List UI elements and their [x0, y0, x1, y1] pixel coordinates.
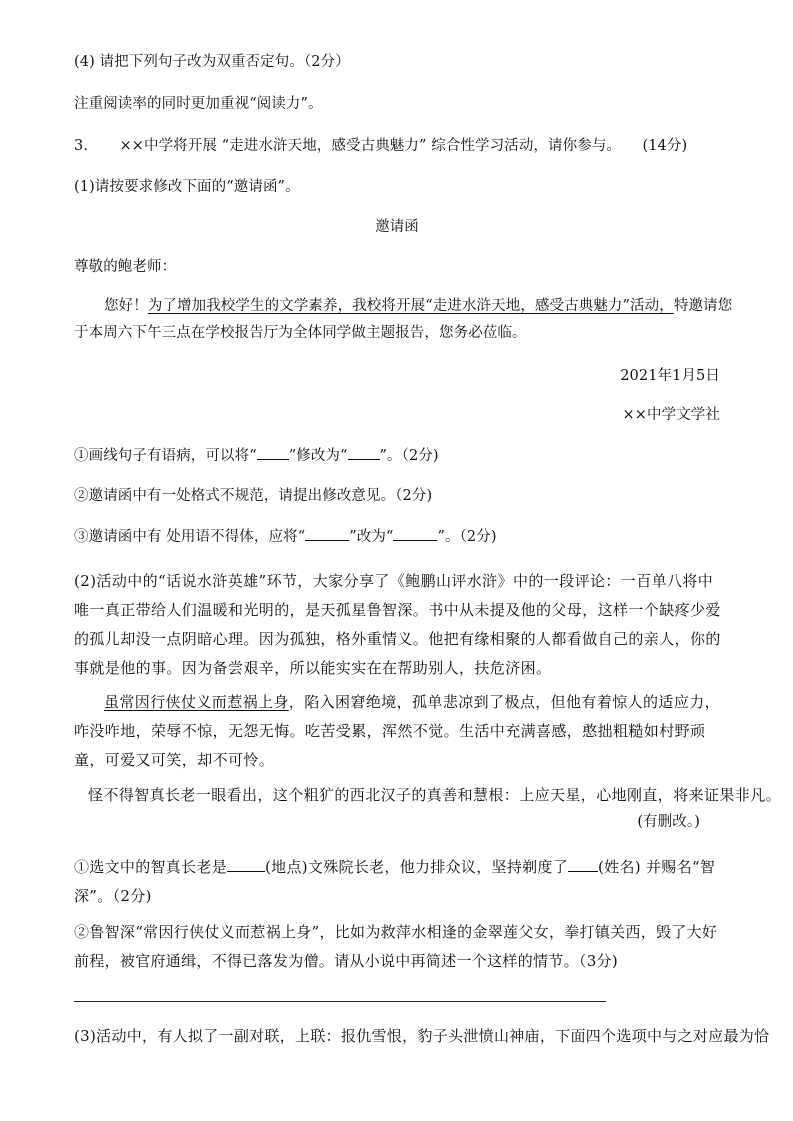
letter-title: 邀请函: [375, 219, 419, 235]
letter-body-start: 您好！: [104, 298, 148, 314]
answer-blank[interactable]: [348, 447, 380, 460]
part3-prompt: (3)活动中，有人拟了一副对联，上联：报仇雪恨，豹子头泄愤山神庙，下面四个选项中与之对应最为恰: [74, 1027, 770, 1045]
q2-4-prompt: (4) 请把下列句子改为双重否定句。（2分）: [74, 54, 350, 70]
letter-underlined-sentence: 为了增加我校学生的文学素养，我校将开展“走进水浒天地，感受古典魅力”活动，: [147, 298, 674, 314]
letter-body-line2: 于本周六下午三点在学校报告厅为全体同学做主题报告，您务必莅临。: [74, 325, 527, 341]
part2-q1: ①选文中的智真长老是 (地点)文殊院长老，他力排众议，坚持剃度了 (姓名) 并赐名“智深”。（2分): [74, 858, 716, 905]
part1-q1: ①画线句子有语病，可以将“ ”修改为“ ”。（2分): [74, 448, 439, 464]
q3-part1-prompt: (1)请按要求修改下面的“邀请函”。: [74, 179, 300, 195]
part2-para1: (2)活动中的“话说水浒英雄”环节，大家分享了《鲍鹏山评水浒》中的一段评论：一百单八将中唯一真正带给人们温暖和光明的，是天孤星鲁智深。书中从未提及他的父母，这样一个缺疼少爱的孤儿却没一点阴暗心理。因为孤独，格外重情义。他把有缘相聚的人都看做自己的亲人，你的事就是他的事。因为备尝艰辛，所以能实实在在帮助别人，扶危济困。: [74, 572, 721, 677]
part1-q2: ②邀请函中有一处格式不规范，请提出修改意见。（2分): [74, 488, 433, 504]
answer-blank[interactable]: [568, 859, 598, 872]
letter-date: 2021年1月5日: [620, 368, 720, 384]
letter-greeting: 尊敬的鲍老师：: [74, 259, 177, 275]
q2-4-sentence: 注重阅读率的同时更加重视“阅读力”。: [74, 96, 323, 112]
answer-blank[interactable]: [393, 528, 437, 541]
answer-blank[interactable]: [305, 528, 349, 541]
part2-q2: ②鲁智深“常因行侠仗义而惹祸上身”，比如为救萍水相逢的金翠莲父女，拳打镇关西，毁了大好前程，被官府通缉，不得已落发为僧。请从小说中再简述一个这样的情节。（3分): [74, 923, 718, 970]
letter-signature: ××中学文学社: [622, 407, 720, 423]
part2-para3: 怪不得智真长老一眼看出，这个粗犷的西北汉子的真善和慧根：上应天星，心地刚直，将来证果非凡。: [88, 786, 782, 804]
part2-para2: [74, 688, 722, 775]
answer-line[interactable]: [74, 1001, 606, 1002]
answer-blank[interactable]: [257, 447, 289, 460]
answer-blank[interactable]: [227, 859, 265, 872]
part1-q3: ③邀请函中有 处用语不得体，应将“ ”改为“ ”。（2分): [74, 529, 497, 545]
letter-body-rest: 特邀请您: [673, 298, 733, 314]
part2-para2-rest: ，陷入困窘绝境，孤单悲凉到了极点，但他有着惊人的适应力，咋没咋地，荣辱不惊，无怨无悔。吃苦受累，浑然不觉。生活中充满喜感，憨拙粗糙如村野顽童，可爱又可笑，却不可怜。: [74, 693, 721, 769]
source-note: (有删改。): [637, 814, 700, 830]
letter-body-line1: [104, 296, 732, 316]
q3-number: 3.: [74, 138, 89, 154]
q3-intro: ××中学将开展 “走进水浒天地，感受古典魅力” 综合性学习活动，请你参与。: [119, 138, 622, 154]
q3-score: (14分): [642, 138, 688, 154]
q3-header: [74, 136, 687, 156]
part2-underlined-phrase: 虽常因行侠仗义而惹祸上身: [104, 693, 289, 711]
